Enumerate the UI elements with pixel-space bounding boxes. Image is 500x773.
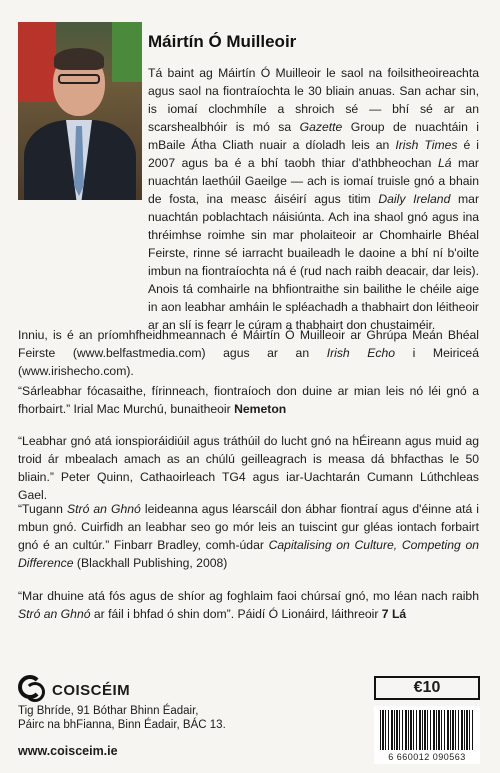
publisher-website: www.coisceim.ie [18,744,118,758]
author-name: Máirtín Ó Muilleoir [148,32,297,51]
quote-bradley: “Tugann Stró an Ghnó leideanna agus léarscáil don ábhar fiontraí agus d'éinne atá i mbun gnó. Cuirfidh an leabhar seo go mór leis an tuiscint gur gléas iontach forbairt gnó é an cultúr.” Finbarr Bradley, comh-údar Capitalising on Culture, Competing on Difference (Blackhall Publishing, 2008) [18,502,480,570]
publisher-address: Tig Bhríde, 91 Bóthar Bhinn Éadair, Páirc na bhFianna, Binn Éadair, BÁC 13. [18,705,226,731]
publisher-logo [18,675,130,705]
barcode-number: 6 660012 090563 [388,752,466,762]
barcode [374,706,480,764]
price-label: €10 [374,676,480,700]
quote-quinn: “Leabhar gnó atá ionspioráidiúil agus tráthúil do lucht gnó na hÉireann agus muid ag troid ár mbealach amach as an chúlú geilleagrach is measa dá bhfacthas le 50 bliain.” Peter Quinn, Cathaoirleach TG4 agus iar-Uachtarán Cumann Lúthchleas Gael. [18,434,479,502]
current-role-paragraph: Inniu, is é an príomhfheidhmeannach é Máirtín Ó Muilleoir ar Ghrúpa Meán Bhéal Feirste (www.belfastmedia.com) agus ar an Irish Echo i Meiriceá (www.irishecho.com). [18,328,479,378]
quote-mac-murchu: “Sárleabhar fócasaithe, fírinneach, fiontraíoch don duine ar mian leis nó léi gnó a fhorbairt.” Irial Mac Murchú, bunaitheoir Nemeton [18,384,479,416]
author-photo [18,22,142,200]
publisher-name: COISCÉIM [52,681,131,699]
bio-paragraph-top: Tá baint ag Máirtín Ó Muilleoir le saol na foilsitheoireachta agus saol na fiontraíochta le 30 bliain anuas. San achar sin, is iomaí clochmhíle a shroich sé — bhí sé ar an scarshealbhóir is mó sa Gazette Group de nuachtáin i mBaile Átha Cliath nuair a díoladh leis an Irish Times é i 2007 agus ba é a bhí taobh thiar d'athbheochan Lá mar nuachtán laethúil Gaeilge — ach is iomaí truisle gnó a bhain de fosta, ina measc áiséirí agus titim Daily Ireland mar nuachtán poblachtach náisiúnta. Ach ina shaol gnó agus ina thréimhse roimhe sin mar pholaiteoir ar Chomhairle Bhéal Feirste, rinne sé iarracht buaileadh le daoine a bhí ní b'oilte imbun na fiontraíochta ná é (rud nach raibh deacair, dar leis). Anois tá comhairle na bhfiontraithe sin bailithe le chéile aige in aon leabhar amháin le spléachadh a thabhairt don léitheoir ar an slí is fearr le cúram a thabhairt don chustaiméir. [148,66,480,332]
quote-o-lionaird: “Mar dhuine atá fós agus de shíor ag foghlaim faoi chúrsaí gnó, mo léan nach raibh Stró an Ghnó ar fáil i bhfad ó shin dom”. Páidí Ó Lionáird, láithreoir 7 Lá [18,589,479,621]
barcode-bars [380,710,474,750]
coisceim-logo-icon [18,675,48,705]
